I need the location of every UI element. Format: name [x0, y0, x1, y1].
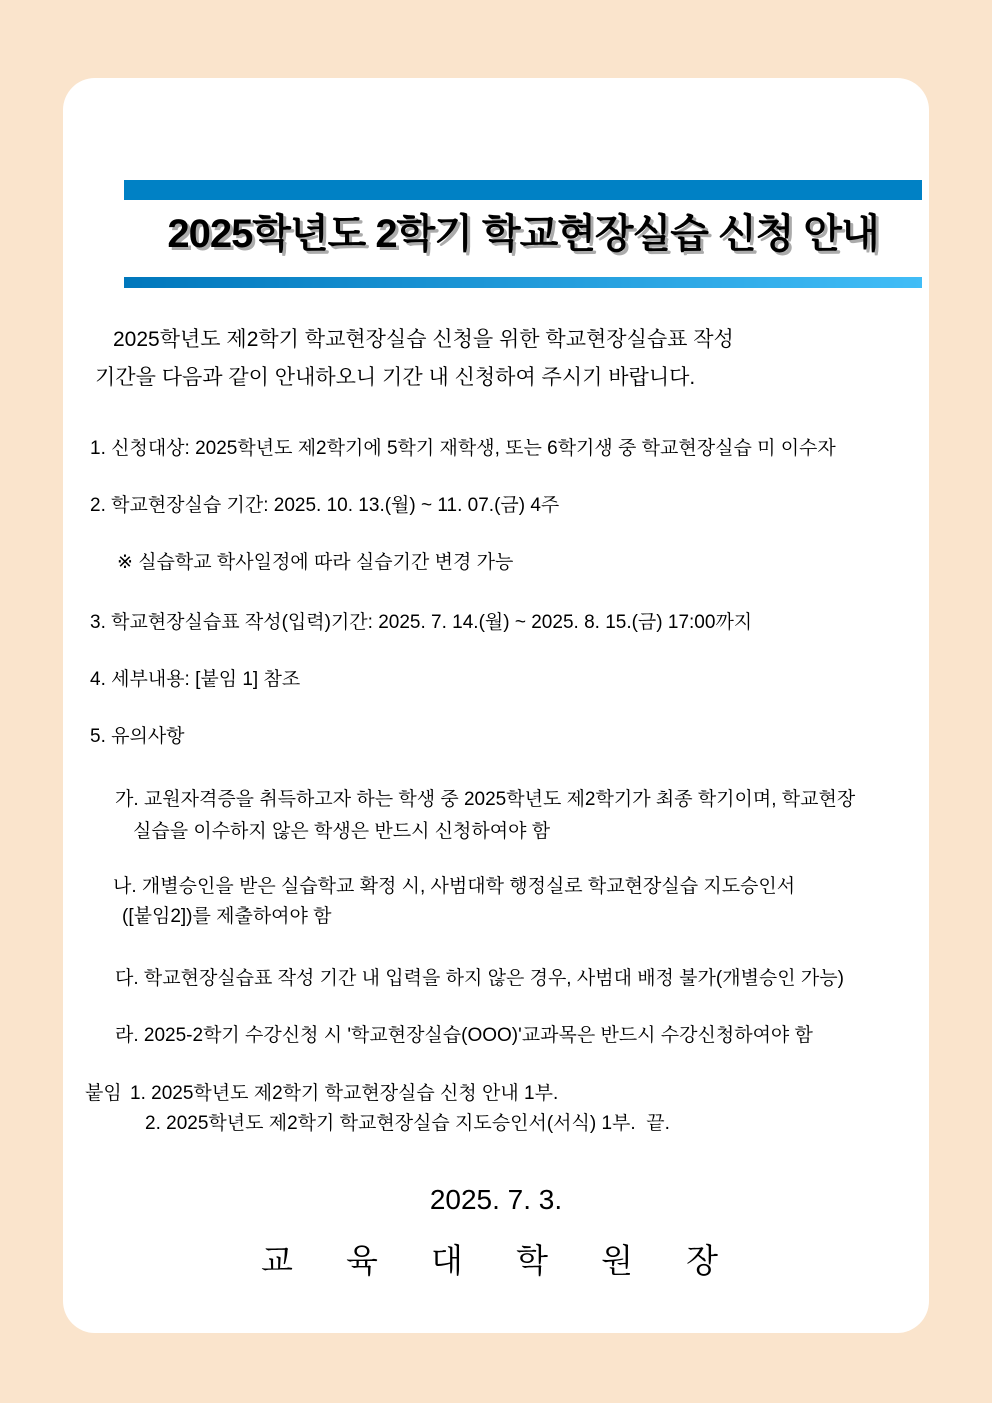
attachment-item-2: 2. 2025학년도 제2학기 학교현장실습 지도승인서(서식) 1부. 끝.	[145, 1113, 670, 1134]
title-top-rule	[124, 180, 922, 200]
attachment-item-1: 1. 2025학년도 제2학기 학교현장실습 신청 안내 1부.	[130, 1083, 559, 1104]
sub-item-ra: 라. 2025-2학기 수강신청 시 '학교현장실습(OOO)'교과목은 반드시 수강신청하여야 함	[115, 1025, 813, 1046]
intro-paragraph-line-1: 2025학년도 제2학기 학교현장실습 신청을 위한 학교현장실습표 작성	[113, 328, 734, 351]
list-item-3-entry-period: 3. 학교현장실습표 작성(입력)기간: 2025. 7. 14.(월) ~ 2025. 8. 15.(금) 17:00까지	[90, 612, 753, 633]
list-item-5-precautions: 5. 유의사항	[90, 726, 185, 747]
sub-item-ga-line-2: 실습을 이수하지 않은 학생은 반드시 신청하여야 함	[133, 821, 551, 842]
list-item-4-details: 4. 세부내용: [붙임 1] 참조	[90, 669, 301, 690]
attachments-label: 붙임	[85, 1083, 122, 1104]
document-card	[63, 78, 929, 1333]
sub-item-da: 다. 학교현장실습표 작성 기간 내 입력을 하지 않은 경우, 사범대 배정 불가(개별승인 가능)	[115, 968, 844, 989]
page-title: 2025학년도 2학기 학교현장실습 신청 안내	[167, 212, 879, 256]
note-practice-period-change: ※ 실습학교 학사일정에 따라 실습기간 변경 가능	[117, 552, 514, 573]
doc-date: 2025. 7. 3.	[429, 1184, 563, 1215]
list-item-1-target-audience: 1. 신청대상: 2025학년도 제2학기에 5학기 재학생, 또는 6학기생 중 학교현장실습 미 이수자	[90, 438, 836, 459]
sub-item-ga-line-1: 가. 교원자격증을 취득하고자 하는 학생 중 2025학년도 제2학기가 최종 학기이며, 학교현장	[115, 789, 856, 810]
sub-item-na-line-2: ([붙임2])를 제출하여야 함	[122, 906, 332, 927]
title-bottom-rule	[124, 277, 922, 288]
intro-paragraph-line-2: 기간을 다음과 같이 안내하오니 기간 내 신청하여 주시기 바랍니다.	[95, 366, 696, 389]
list-item-2-practice-period: 2. 학교현장실습 기간: 2025. 10. 13.(월) ~ 11. 07.(금) 4주	[90, 495, 560, 516]
sub-item-na-line-1: 나. 개별승인을 받은 실습학교 확정 시, 사범대학 행정실로 학교현장실습 지도승인서	[113, 876, 796, 897]
signer-title: 교 육 대 학 원 장	[260, 1242, 732, 1279]
